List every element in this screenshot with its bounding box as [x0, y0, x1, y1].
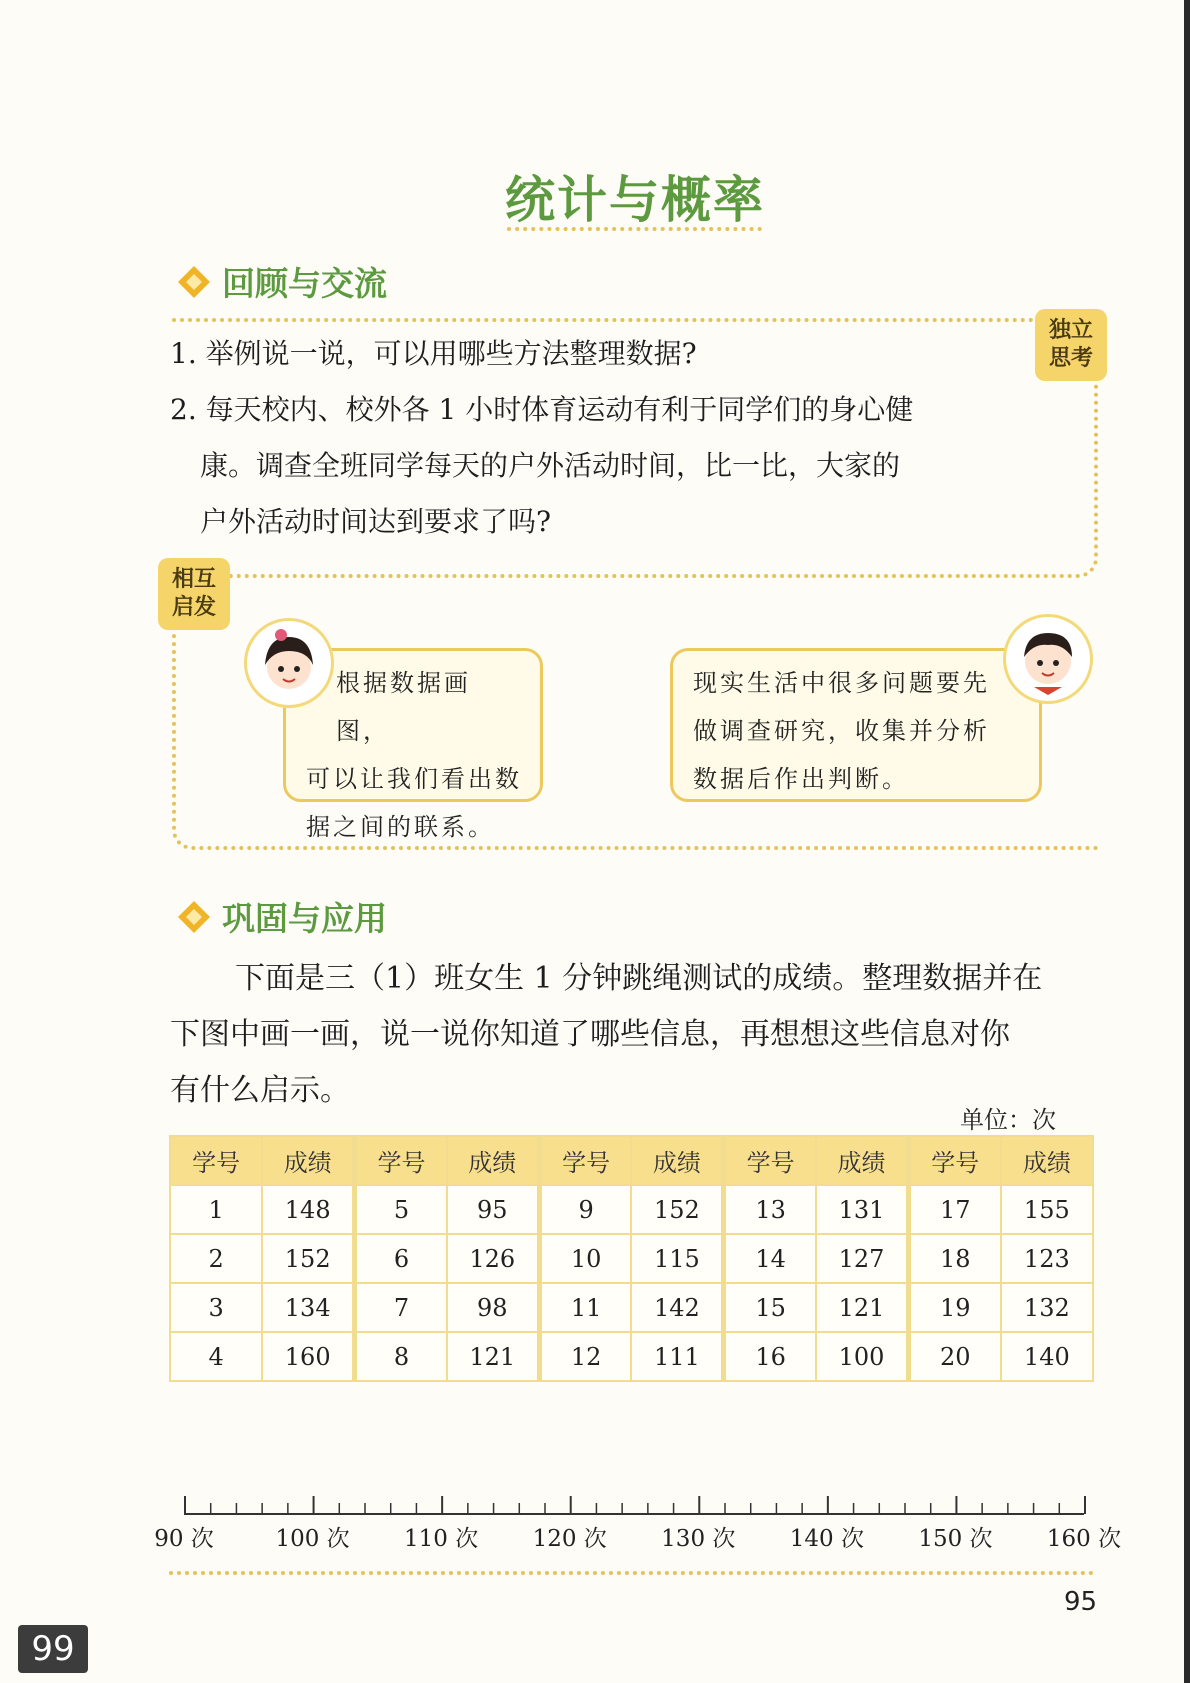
question-2-line-3: 户外活动时间达到要求了吗? [200, 505, 552, 538]
diamond-icon [176, 899, 212, 935]
header-id: 学号 [908, 1136, 1000, 1185]
cell: 7 [355, 1283, 447, 1332]
cell: 148 [262, 1185, 354, 1234]
header-id: 学号 [355, 1136, 447, 1185]
axis-tick-label: 140 次 [789, 1526, 864, 1552]
cell: 100 [816, 1332, 908, 1381]
cell: 17 [908, 1185, 1000, 1234]
section-practice-heading [176, 893, 387, 940]
table-row [170, 1332, 1093, 1381]
title-underline [507, 227, 762, 231]
table-row [170, 1234, 1093, 1283]
cell: 19 [908, 1283, 1000, 1332]
page-title: 统计与概率 [505, 171, 765, 229]
cell: 123 [1001, 1234, 1093, 1283]
cell: 111 [631, 1332, 723, 1381]
cell: 15 [724, 1283, 816, 1332]
cell: 127 [816, 1234, 908, 1283]
axis-tick-label: 100 次 [275, 1526, 350, 1552]
cell: 126 [447, 1234, 539, 1283]
table-row [170, 1283, 1093, 1332]
question-1: 1. 举例说一说，可以用哪些方法整理数据? [170, 337, 697, 370]
exercise-text: 下面是三（1）班女生 1 分钟跳绳测试的成绩。整理数据并在 下图中画一画，说一说你知道了哪些信息，再想想这些信息对你 有什么启示。 [170, 961, 1043, 1108]
girl-avatar [244, 618, 334, 708]
boy-speech-bubble: 现实生活中很多问题要先 做调查研究，收集并分析 数据后作出判断。 [670, 648, 1042, 802]
header-id: 学号 [170, 1136, 262, 1185]
boy-avatar [1003, 614, 1093, 704]
unit-label: 单位：次 [960, 1106, 1056, 1134]
cell: 121 [816, 1283, 908, 1332]
cell: 6 [355, 1234, 447, 1283]
cell: 95 [447, 1185, 539, 1234]
cell: 2 [170, 1234, 262, 1283]
question-2-line-1: 2. 每天校内、校外各 1 小时体育运动有利于同学们的身心健 [170, 393, 914, 426]
cell: 155 [1001, 1185, 1093, 1234]
cell: 152 [631, 1185, 723, 1234]
axis-tick-label: 110 次 [404, 1526, 479, 1552]
cell: 16 [724, 1332, 816, 1381]
axis-tick-label: 90 次 [154, 1526, 214, 1552]
cell: 18 [908, 1234, 1000, 1283]
cell: 12 [539, 1332, 631, 1381]
axis-tick-label: 130 次 [661, 1526, 736, 1552]
table-row [170, 1185, 1093, 1234]
axis-tick-label: 160 次 [1046, 1526, 1122, 1552]
cell: 20 [908, 1332, 1000, 1381]
header-id: 学号 [724, 1136, 816, 1185]
tag-mutual-inspiration: 相互 启发 [158, 558, 230, 630]
header-score: 成绩 [1001, 1136, 1093, 1185]
cell: 115 [631, 1234, 723, 1283]
tag-independent-thinking: 独立 思考 [1035, 309, 1107, 381]
section-review-title: 回顾与交流 [222, 264, 387, 303]
cell: 5 [355, 1185, 447, 1234]
cell: 131 [816, 1185, 908, 1234]
cell: 142 [631, 1283, 723, 1332]
number-line-axis [184, 1488, 1088, 1518]
cell: 8 [355, 1332, 447, 1381]
section-review-heading [176, 258, 387, 305]
cell: 134 [262, 1283, 354, 1332]
page-badge: 99 [18, 1625, 88, 1673]
header-score: 成绩 [262, 1136, 354, 1185]
cell: 98 [447, 1283, 539, 1332]
cell: 140 [1001, 1332, 1093, 1381]
cell: 4 [170, 1332, 262, 1381]
cell: 10 [539, 1234, 631, 1283]
page-edge [1184, 0, 1190, 1683]
cell: 1 [170, 1185, 262, 1234]
header-score: 成绩 [631, 1136, 723, 1185]
diamond-icon [176, 264, 212, 300]
question-2-line-2: 康。调查全班同学每天的户外活动时间，比一比，大家的 [200, 449, 901, 482]
axis-tick-label: 120 次 [532, 1526, 607, 1552]
cell: 160 [262, 1332, 354, 1381]
cell: 14 [724, 1234, 816, 1283]
cell: 11 [539, 1283, 631, 1332]
jump-rope-scores-table [169, 1135, 1094, 1382]
cell: 3 [170, 1283, 262, 1332]
cell: 132 [1001, 1283, 1093, 1332]
table-header-row [170, 1136, 1093, 1185]
page-number: 95 [1064, 1587, 1098, 1617]
girl-speech-bubble: 根据数据画图， 可以让我们看出数 据之间的联系。 [283, 648, 543, 802]
section-practice-title: 巩固与应用 [222, 899, 387, 938]
cell: 152 [262, 1234, 354, 1283]
axis-tick-label: 150 次 [918, 1526, 993, 1552]
header-score: 成绩 [816, 1136, 908, 1185]
cell: 9 [539, 1185, 631, 1234]
header-score: 成绩 [447, 1136, 539, 1185]
cell: 121 [447, 1332, 539, 1381]
header-id: 学号 [539, 1136, 631, 1185]
cell: 13 [724, 1185, 816, 1234]
bottom-divider [169, 1571, 1094, 1575]
